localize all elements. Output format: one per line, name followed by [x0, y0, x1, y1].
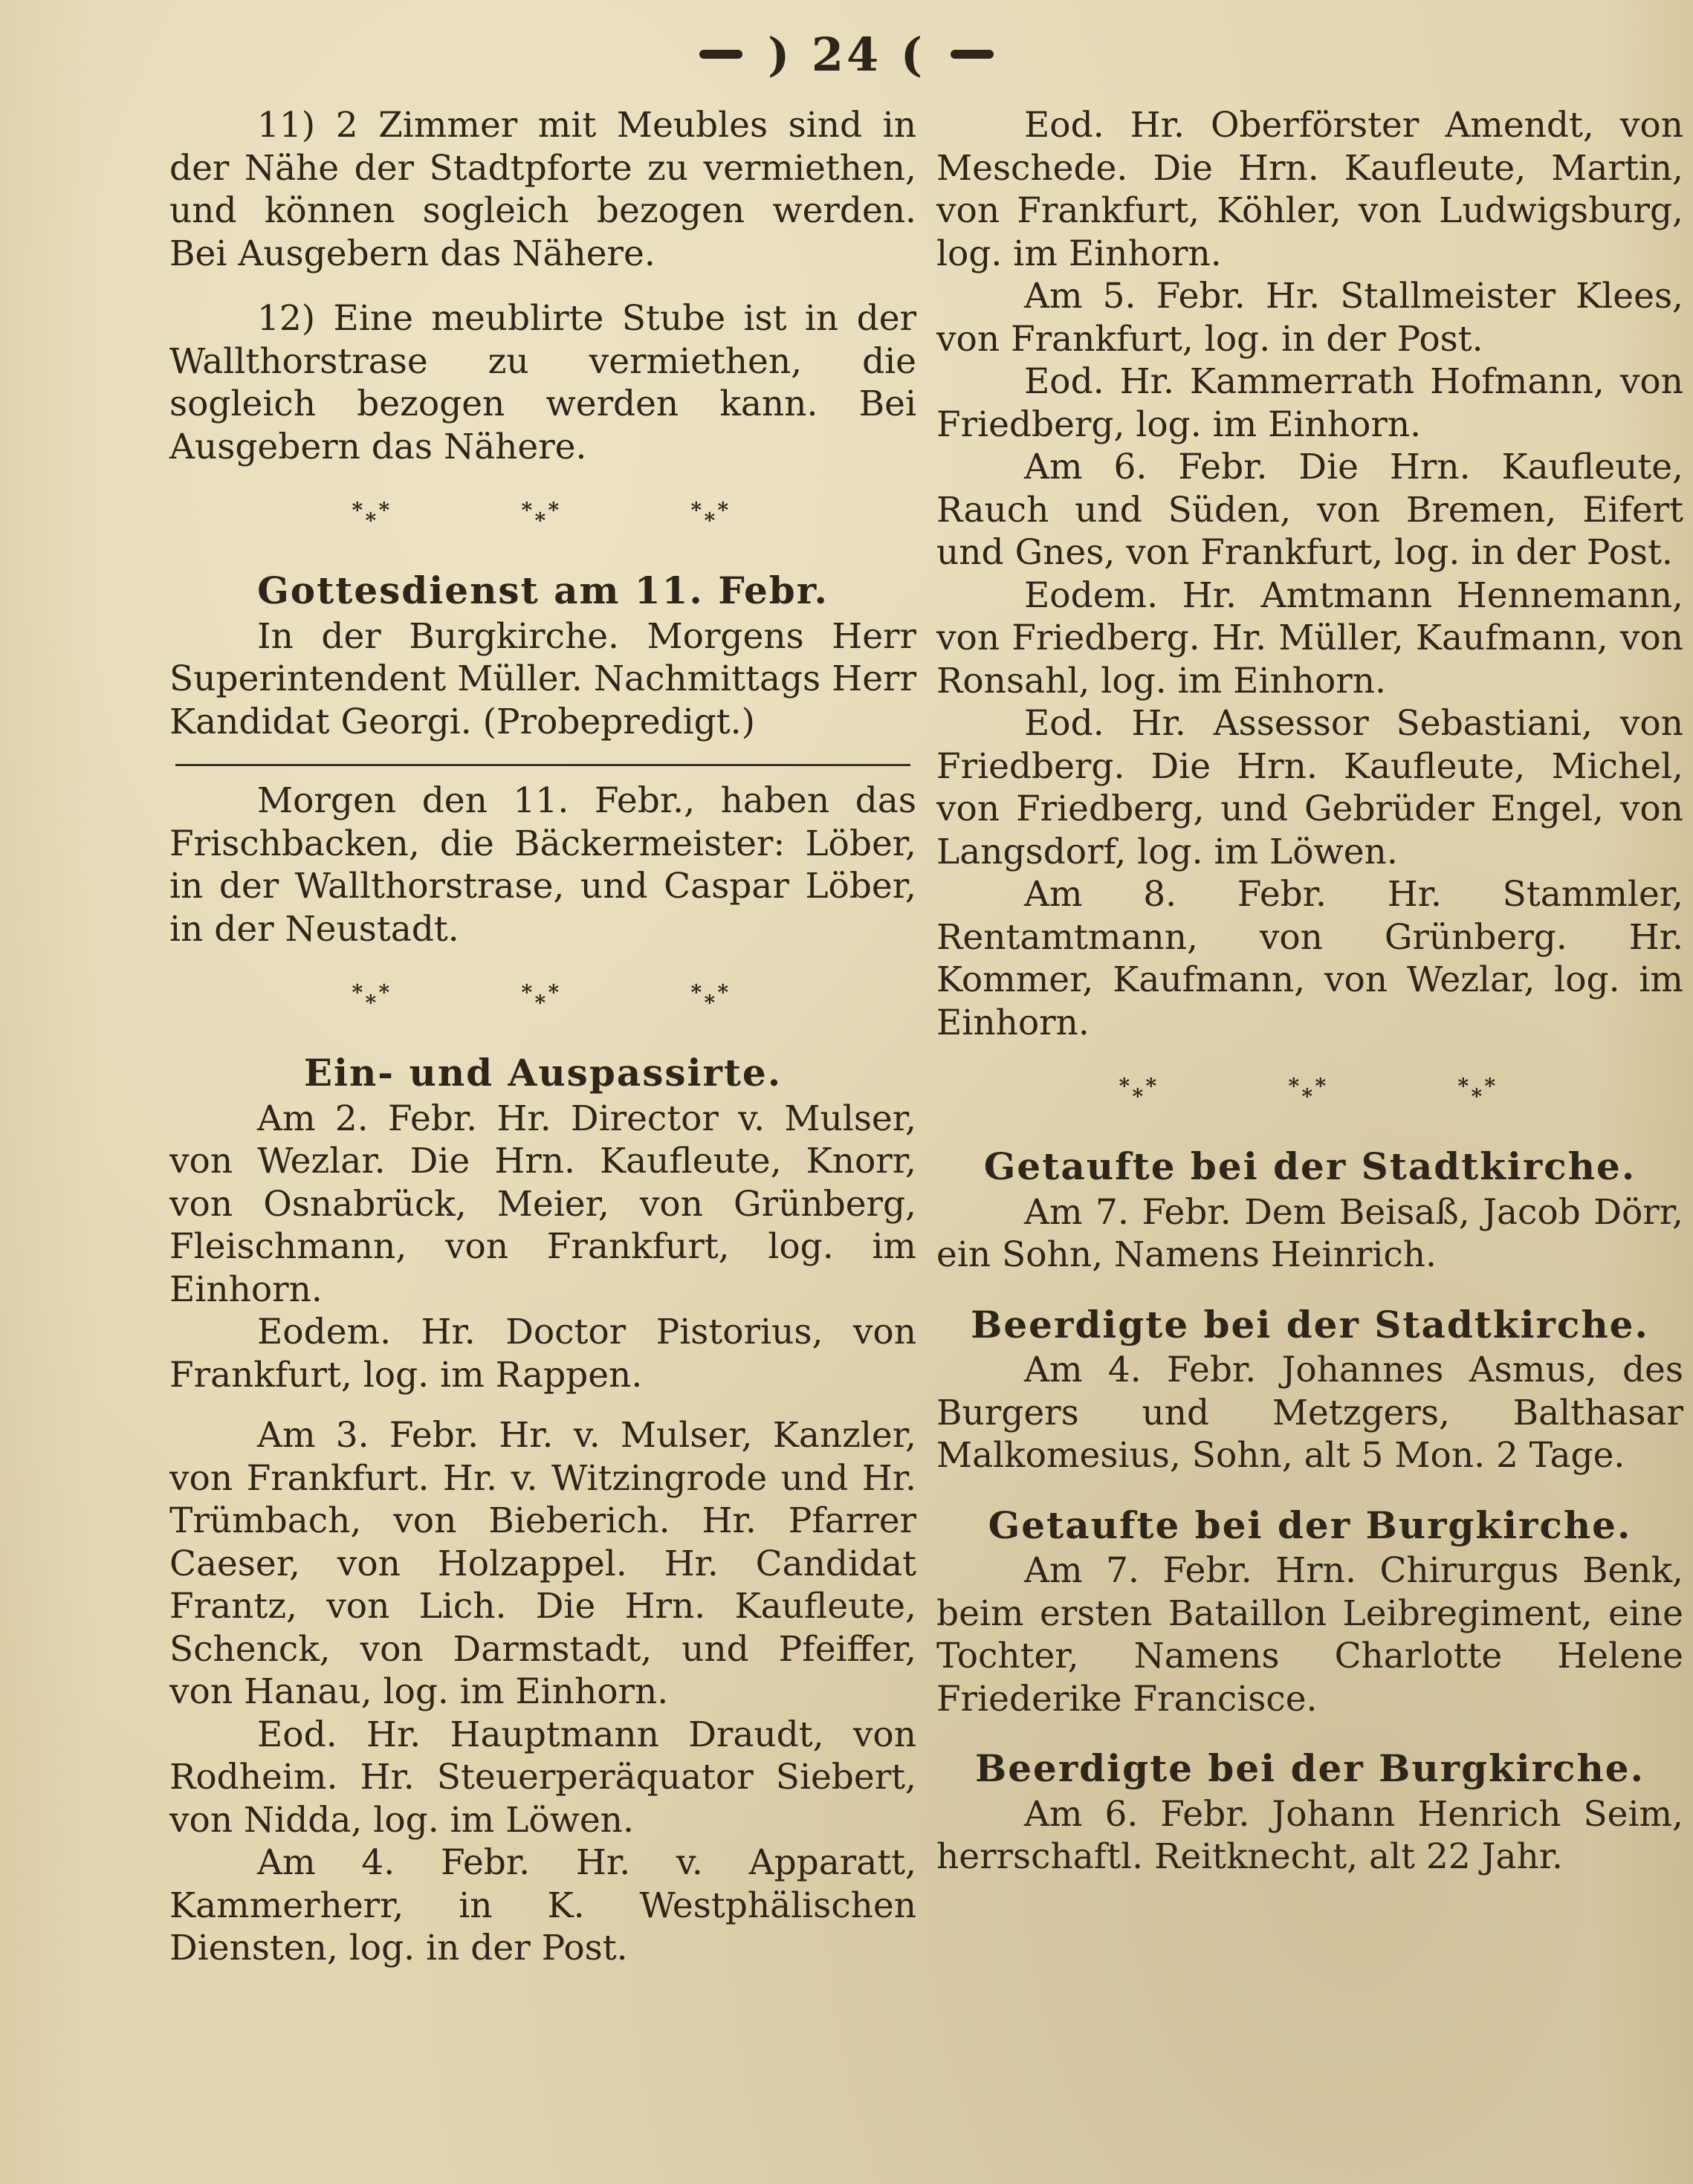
asterism-icon: * * * — [1288, 1074, 1327, 1109]
page-header — [0, 21, 1693, 88]
header-dash-left — [699, 50, 742, 59]
beerdigte-burgkirche-heading: Beerdigte bei der Burgkirche. — [974, 1746, 1645, 1790]
passirte-entry: Eod. Hr. Oberförster Amendt, von Meschede. Die Hrn. Kaufleute, Martin, von Frankfurt, Köhler, von Ludwigsburg, log. im Einhorn. — [936, 105, 1683, 274]
ornament-divider — [936, 1063, 1683, 1118]
passirte-entry: Eod. Hr. Kammerrath Hofmann, von Friedberg, log. im Einhorn. — [936, 361, 1683, 445]
passirte-entry: Eod. Hr. Hauptmann Draudt, von Rodheim. Hr. Steuerperäquator Siebert, von Nidda, log. im Löwen. — [169, 1714, 916, 1841]
passirte-entry: Am 3. Febr. Hr. v. Mulser, Kanzler, von Frankfurt. Hr. v. Witzingrode und Hr. Trümbach, von Bieberich. Hr. Pfarrer Caeser, von Holzappel. Hr. Candidat Frantz, von Lich. Die Hrn. Kaufleute, Schenck, von Darmstadt, und Pfeiffer, von Hanau, log. im Einhorn. — [169, 1415, 916, 1712]
getaufte-stadtkirche-text: Am 7. Febr. Dem Beisaß, Jacob Dörr, ein Sohn, Namens Heinrich. — [936, 1191, 1683, 1275]
passirte-entry: Eodem. Hr. Doctor Pistorius, von Frankfurt, log. im Rappen. — [169, 1312, 916, 1396]
passirte-entry: Eodem. Hr. Amtmann Hennemann, von Friedberg. Hr. Müller, Kaufmann, von Ronsahl, log. im Einhorn. — [936, 574, 1683, 701]
gottesdienst-text: In der Burgkirche. Morgens Herr Superintendent Müller. Nachmittags Herr Kandidat Georgi. (Probepredigt.) — [169, 615, 916, 742]
beerdigte-burgkirche-text: Am 6. Febr. Johann Henrich Seim, herrschaftl. Reitknecht, alt 22 Jahr. — [936, 1793, 1683, 1877]
passirte-entry: Am 5. Febr. Hr. Stallmeister Klees, von Frankfurt, log. in der Post. — [936, 276, 1683, 360]
page-number: ) 24 ( — [767, 27, 926, 82]
passirte-heading: Ein- und Auspassirte. — [303, 1051, 783, 1095]
asterism-icon: * * * — [1119, 1074, 1157, 1109]
asterism-icon: * * * — [352, 498, 390, 533]
passirte-entry: Am 2. Febr. Hr. Director v. Mulser, von Wezlar. Die Hrn. Kaufleute, Knorr, von Osnabrück, Meier, von Grünberg, Fleischmann, von Frankfurt, log. im Einhorn. — [169, 1098, 916, 1310]
asterism-icon: * * * — [521, 980, 560, 1015]
notice-12: 12) Eine meublirte Stube ist in der Wallthorstrase zu vermiethen, die sogleich bezogen werden kann. Bei Ausgebern das Nähere. — [169, 298, 916, 467]
left-column — [169, 104, 916, 1970]
passirte-entry: Am 4. Febr. Hr. v. Apparatt, Kammerherr, in K. Westphälischen Diensten, log. in der Post. — [169, 1842, 916, 1968]
ornament-divider — [169, 487, 916, 542]
divider-rule — [175, 764, 910, 766]
getaufte-stadtkirche-heading: Getaufte bei der Stadtkirche. — [983, 1144, 1637, 1188]
right-column — [936, 104, 1683, 1879]
frischbacken-text: Morgen den 11. Febr., haben das Frischbacken, die Bäckermeister: Löber, in der Wallthorstrase, und Caspar Löber, in der Neustadt. — [169, 780, 916, 950]
notice-11: 11) 2 Zimmer mit Meubles sind in der Nähe der Stadtpforte zu vermiethen, und können sogleich bezogen werden. Bei Ausgebern das Nähere. — [169, 105, 916, 274]
passirte-entry: Am 6. Febr. Die Hrn. Kaufleute, Rauch und Süden, von Bremen, Eifert und Gnes, von Frankfurt, log. in der Post. — [936, 447, 1683, 573]
asterism-icon: * * * — [352, 980, 390, 1015]
asterism-icon: * * * — [1457, 1074, 1496, 1109]
getaufte-burgkirche-heading: Getaufte bei der Burgkirche. — [988, 1503, 1632, 1547]
getaufte-burgkirche-text: Am 7. Febr. Hrn. Chirurgus Benk, beim ersten Bataillon Leibregiment, eine Tochter, Namens Charlotte Helene Friederike Francisce. — [936, 1550, 1683, 1720]
beerdigte-stadtkirche-heading: Beerdigte bei der Stadtkirche. — [971, 1302, 1649, 1347]
passirte-entry: Eod. Hr. Assessor Sebastiani, von Friedberg. Die Hrn. Kaufleute, Michel, von Friedberg, und Gebrüder Engel, von Langsdorf, log. im Löwen. — [936, 703, 1683, 872]
gottesdienst-heading: Gottesdienst am 11. Febr. — [257, 568, 829, 612]
asterism-icon: * * * — [690, 498, 729, 533]
ornament-divider — [169, 970, 916, 1025]
beerdigte-stadtkirche-text: Am 4. Febr. Johannes Asmus, des Burgers und Metzgers, Balthasar Malkomesius, Sohn, alt 5 Mon. 2 Tage. — [936, 1349, 1683, 1476]
asterism-icon: * * * — [521, 498, 560, 533]
asterism-icon: * * * — [690, 980, 729, 1015]
header-dash-right — [951, 50, 994, 59]
passirte-entry: Am 8. Febr. Hr. Stammler, Rentamtmann, von Grünberg. Hr. Kommer, Kaufmann, von Wezlar, log. im Einhorn. — [936, 874, 1683, 1043]
